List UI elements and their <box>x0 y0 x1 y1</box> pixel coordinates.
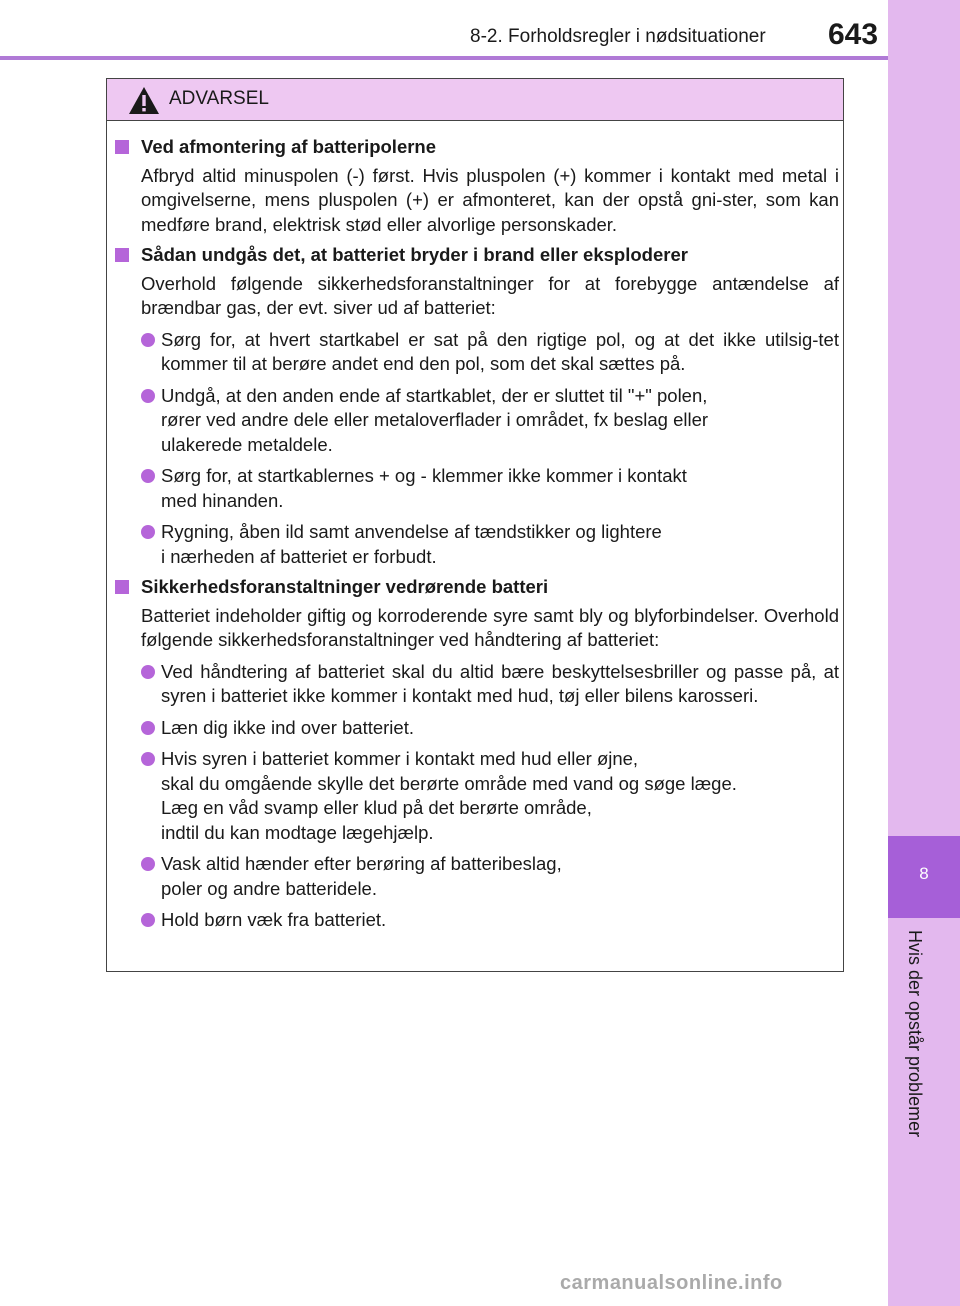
circle-bullet-icon <box>141 752 155 766</box>
circle-bullet-icon <box>141 525 155 539</box>
warning-section <box>115 135 839 237</box>
bullet-item <box>115 908 839 933</box>
circle-bullet-icon <box>141 665 155 679</box>
circle-bullet-icon <box>141 857 155 871</box>
square-bullet-icon <box>115 580 129 594</box>
chapter-title: Hvis der opstår problemer <box>905 930 925 1138</box>
bullet-item <box>115 660 839 709</box>
bullet-text: Ved håndtering af batteriet skal du altid bære beskyttelsesbriller og passe på, at syren i batteriet ikke kommer i kontakt med hud, tøj eller bilens karosseri. <box>161 660 839 706</box>
page-number: 643 <box>828 18 879 51</box>
chapter-number: 8 <box>919 864 929 883</box>
warning-label: ADVARSEL <box>169 88 269 109</box>
bullet-item <box>115 747 839 845</box>
bullet-item <box>115 328 839 377</box>
bullet-item <box>115 520 839 569</box>
bullet-text: Undgå, at den anden ende af startkablet, der er sluttet til "+" polen, rører ved andre dele eller metaloverflader i området, fx beslag eller ulakerede metaldele. <box>161 384 709 455</box>
circle-bullet-icon <box>141 469 155 483</box>
header-rule <box>0 56 888 60</box>
bullet-item <box>115 716 839 741</box>
section-text: Overhold følgende sikkerhedsforanstaltninger for at forebygge antændelse af brændbar gas, der evt. siver ud af batteriet: <box>141 272 839 318</box>
bullet-item <box>115 464 839 513</box>
square-bullet-icon <box>115 248 129 262</box>
section-text: Afbryd altid minuspolen (-) først. Hvis pluspolen (+) kommer i kontakt med metal i omgivelserne, mens pluspolen (+) er afmonteret, kan der opstå gni-ster, som kan medføre brand, elektrisk stød eller alvorlige personskader. <box>141 164 839 235</box>
section-title: 8-2. Forholdsregler i nødsituationer <box>470 26 766 47</box>
circle-bullet-icon <box>141 389 155 403</box>
bullet-text: Læn dig ikke ind over batteriet. <box>161 716 414 738</box>
warning-box <box>106 78 844 972</box>
bullet-item <box>115 384 839 458</box>
bullet-text: Sørg for, at startkablernes + og - klemmer ikke kommer i kontakt med hinanden. <box>161 465 687 511</box>
footer-watermark: carmanualsonline.info <box>560 1272 783 1294</box>
warning-header <box>107 79 843 121</box>
warning-triangle-icon <box>127 85 161 117</box>
section-text: Batteriet indeholder giftig og korroderende syre samt bly og blyforbindelser. Overhold følgende sikkerhedsforanstaltninger ved håndtering af batteriet: <box>141 604 839 650</box>
bullet-text: Rygning, åben ild samt anvendelse af tændstikker og lightere i nærheden af batteriet er forbudt. <box>161 521 662 567</box>
bullet-text: Vask altid hænder efter berøring af batteribeslag, poler og andre batteridele. <box>161 853 562 899</box>
bullet-text: Sørg for, at hvert startkabel er sat på den rigtige pol, og at det ikke utilsig-tet kommer til at berøre andet end den pol, som det skal sættes på. <box>161 328 839 374</box>
bullet-text: Hold børn væk fra batteriet. <box>161 909 387 930</box>
section-heading: Sikkerhedsforanstaltninger vedrørende batteri <box>141 576 549 597</box>
warning-content <box>115 135 839 933</box>
warning-section <box>115 575 839 653</box>
bullet-text: Hvis syren i batteriet kommer i kontakt med hud eller øjne, skal du omgående skylle det berørte område med vand og søge læge. Læg en våd svamp eller klud på det berørte område, indtil du kan modtage lægehjælp. <box>161 748 737 843</box>
section-heading: Sådan undgås det, at batteriet bryder i brand eller eksploderer <box>141 244 688 265</box>
square-bullet-icon <box>115 140 129 154</box>
bullet-item <box>115 852 839 901</box>
warning-section <box>115 243 839 321</box>
circle-bullet-icon <box>141 333 155 347</box>
circle-bullet-icon <box>141 913 155 927</box>
section-heading: Ved afmontering af batteripolerne <box>141 136 437 157</box>
chapter-tab[interactable] <box>888 836 960 918</box>
circle-bullet-icon <box>141 721 155 735</box>
